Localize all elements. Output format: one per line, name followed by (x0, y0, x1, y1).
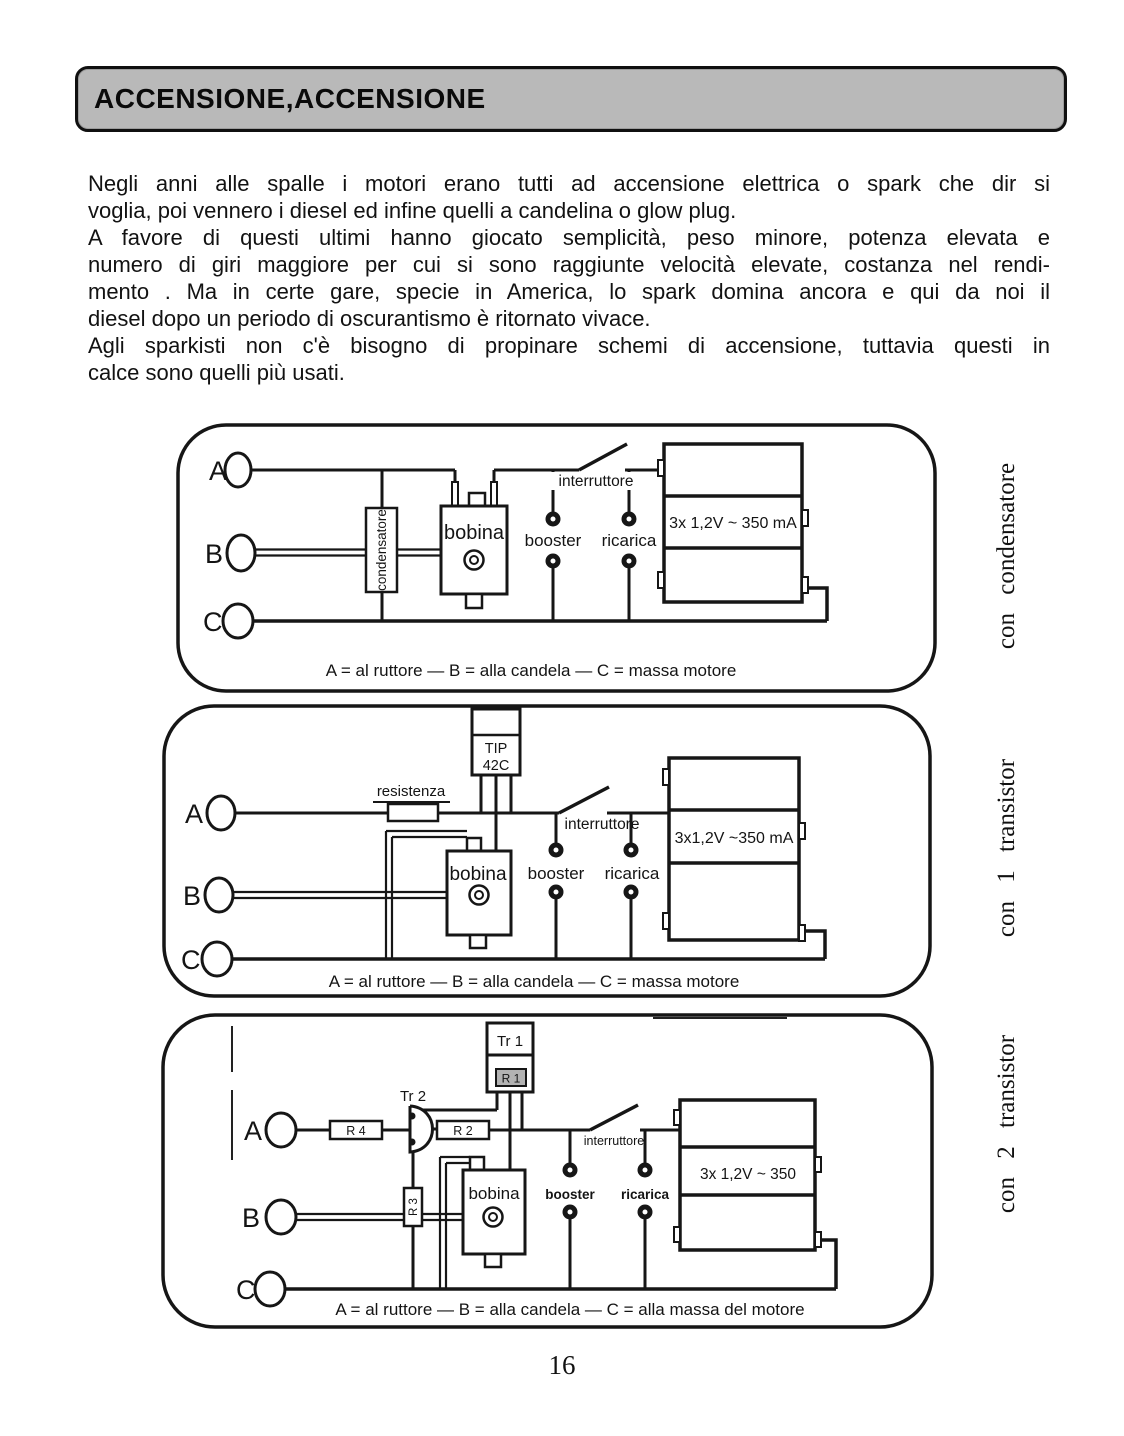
body-line: diesel dopo un periodo di oscurantismo è ritornato vivace. (88, 306, 651, 331)
terminal-a-circle (266, 1113, 296, 1147)
side-label-con-2-transistor: con 2 transistor (993, 1034, 1020, 1214)
diagram3-ricarica (621, 1163, 670, 1220)
booster-label: booster (545, 1187, 595, 1202)
ricarica-label: ricarica (620, 1187, 670, 1202)
body-text (88, 170, 1050, 386)
battery-label: 3x 1,2V ~ 350 (699, 1166, 797, 1183)
diagram2-terminal-letters (181, 799, 203, 975)
diagram2-interruttore (560, 816, 646, 833)
terminal-b-circle (227, 535, 255, 571)
diagram3-tr1 (487, 1023, 533, 1092)
diagram1-terminals (223, 453, 255, 638)
bobina-label: bobina (468, 1184, 520, 1203)
tr2-label: Tr 2 (399, 1088, 427, 1105)
diagram3-r2 (437, 1121, 489, 1139)
terminal-a-label: A (209, 456, 228, 486)
diagram3-bobina (463, 1157, 525, 1267)
diagram2-caption: A = al ruttore — B = alla candela — C = massa motore (328, 972, 740, 991)
diagram1-caption: A = al ruttore — B = alla candela — C = massa motore (325, 661, 737, 680)
r2-label: R 2 (453, 1124, 473, 1138)
terminal-b-circle (266, 1200, 296, 1234)
ricarica-label: ricarica (601, 531, 657, 550)
diagram1-battery (658, 444, 808, 602)
resistenza-label: resistenza (376, 783, 446, 800)
terminal-a-circle (225, 453, 251, 487)
booster-label: booster (524, 531, 582, 550)
body-line: Agli sparkisti non c'è bisogno di propinare schemi di accensione, tuttavia questi in (88, 333, 1050, 358)
diagram3-r4 (330, 1121, 382, 1139)
resistenza-box (388, 804, 438, 821)
terminal-c-label: C (236, 1275, 256, 1305)
diagram3-caption: A = al ruttore — B = alla candela — C = alla massa del motore (335, 1300, 805, 1319)
body-line: numero di giri maggiore per cui si sono raggiunte velocità elevate, costanza nel rendi- (88, 252, 1050, 277)
battery-label: 3x 1,2V ~ 350 mA (669, 515, 797, 532)
bobina-label: bobina (449, 864, 507, 885)
diagram3-booster (545, 1163, 595, 1220)
terminal-b-circle (205, 878, 233, 912)
battery-box (669, 758, 799, 940)
terminal-b-label: B (242, 1203, 261, 1233)
diagram3-battery (674, 1100, 821, 1250)
r4-label: R 4 (346, 1124, 366, 1138)
diagram2-booster (528, 843, 585, 900)
terminal-c-label: C (203, 607, 223, 637)
interruttore-label: interruttore (558, 473, 634, 490)
booster-label: booster (527, 864, 585, 883)
diagram2-terminals (202, 796, 235, 976)
body-line: mento . Ma in certe gare, specie in America, lo spark domina ancora e qui da noi il (88, 279, 1050, 304)
condensatore-label: condensatore (374, 509, 389, 591)
interruttore-label: interruttore (583, 1134, 645, 1148)
terminal-c-label: C (181, 945, 201, 975)
body-line: voglia, poi vennero i diesel ed infine quelli a candelina o glow plug. (88, 198, 737, 223)
body-line: Negli anni alle spalle i motori erano tutti ad accensione elettrica o spark che dir si (88, 171, 1050, 196)
diagram1-interruttore (551, 472, 641, 490)
terminal-c-circle (202, 942, 232, 976)
diagram-condensatore (175, 422, 940, 695)
tip42c-label-line2: 42C (482, 758, 510, 774)
diagram1-ricarica (602, 512, 657, 569)
bobina-terminal (470, 886, 489, 905)
terminal-c-circle (255, 1272, 285, 1306)
bobina-terminal (465, 551, 484, 570)
terminal-a-circle (207, 796, 235, 830)
diagram2-tap-wires (556, 813, 631, 959)
diagram1-terminal-letters (203, 456, 227, 637)
body-line: A favore di questi ultimi hanno giocato semplicità, peso minore, potenza elevata e (88, 225, 1050, 250)
r3-label: R 3 (408, 1198, 420, 1216)
page-title: ACCENSIONE,ACCENSIONE (94, 83, 486, 114)
diagram1-bobina (441, 482, 507, 608)
diagram2-bobina (447, 838, 511, 948)
side-label-con-1-transistor: con 1 transistor (993, 758, 1020, 938)
terminal-a-label: A (244, 1116, 263, 1146)
diagram2-tip-transistor (472, 709, 520, 775)
diagram2-frame (164, 706, 930, 996)
bobina-label: bobina (443, 522, 505, 544)
diagram2-resistenza (373, 783, 450, 821)
diagram2-battery (663, 758, 805, 941)
tip42c-label-line1: TIP (484, 741, 508, 757)
terminal-b-label: B (205, 539, 224, 569)
diagram1-condensatore (366, 508, 397, 592)
diagram-1-transistor (161, 703, 933, 999)
diagram3-tap-wires (570, 1130, 645, 1289)
side-label-con-condensatore: con condensatore (993, 462, 1020, 650)
page-number: 16 (548, 1350, 576, 1380)
diagram3-r3 (404, 1188, 422, 1226)
interruttore-label: interruttore (564, 816, 640, 833)
diagram3-interruttore (584, 1133, 644, 1148)
header-banner (75, 66, 1067, 132)
terminal-c-circle (223, 604, 253, 638)
ricarica-label: ricarica (604, 864, 660, 883)
body-line: calce sono quelli più usati. (88, 360, 345, 385)
diagram-2-transistor (160, 1012, 935, 1330)
diagram1-booster (525, 512, 582, 569)
r1-label: R 1 (501, 1071, 521, 1086)
battery-label: 3x1,2V ~350 mA (674, 830, 794, 847)
diagram2-ricarica (605, 843, 660, 900)
tr1-label: Tr 1 (496, 1033, 524, 1050)
terminal-a-label: A (185, 799, 204, 829)
bobina-terminal (484, 1208, 503, 1227)
terminal-b-label: B (183, 881, 202, 911)
diagram3-tr2 (400, 1088, 433, 1152)
